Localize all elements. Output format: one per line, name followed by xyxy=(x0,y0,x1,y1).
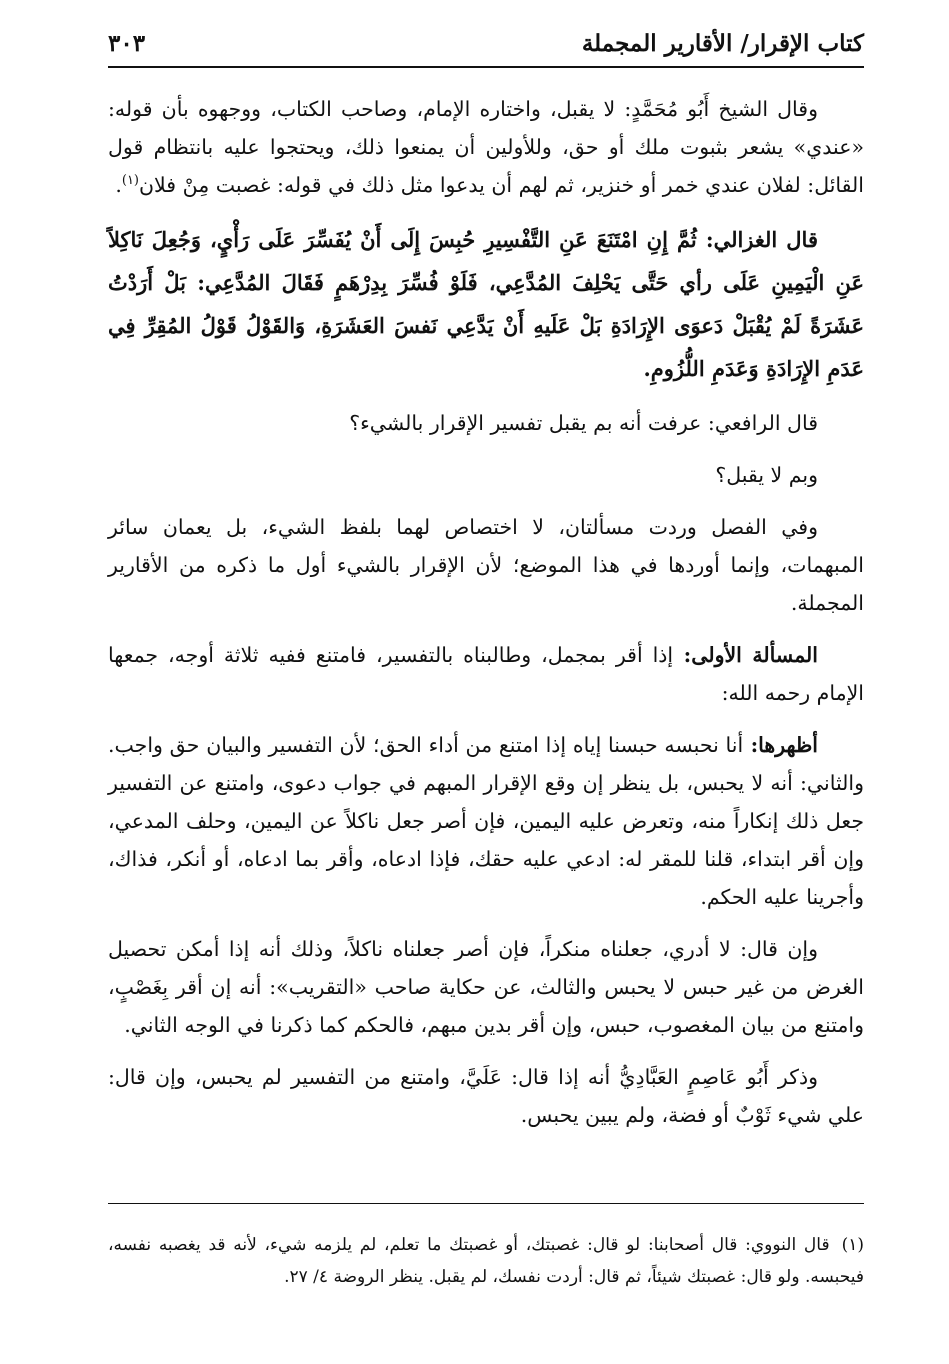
paragraph xyxy=(108,508,864,622)
footnote-number: (١) xyxy=(841,1235,865,1255)
paragraph-end: . xyxy=(115,173,122,197)
paragraph xyxy=(108,404,864,442)
paragraph xyxy=(108,930,864,1044)
paragraph xyxy=(108,636,864,712)
paragraph-text: قال الرافعي: عرفت أنه بم يقبل تفسير الإقرار بالشيء؟ xyxy=(349,411,818,435)
section-term: أظهرها: xyxy=(743,733,818,757)
paragraph-text: وبم لا يقبل؟ xyxy=(715,463,818,487)
paragraph-text: وقال الشيخ أَبُو مُحَمَّدٍ: لا يقبل، واختاره الإمام، وصاحب الكتاب، ووجهوه بأن قوله: «عندي» يشعر بثبوت ملك أو حق، وللأولين أن يمنعوا ذلك، ويحتجوا عليه بانتظام قول القائل: لفلان عندي خمر أو خنزير، ثم لهم أن يدعوا مثل ذلك في قوله: غصبت مِنْ فلان xyxy=(108,97,864,197)
quoted-text-paragraph xyxy=(108,218,864,390)
footnote-reference: (١) xyxy=(121,173,139,189)
paragraph xyxy=(108,1058,864,1134)
section-term: المسألة الأولى: xyxy=(673,643,818,667)
paragraph xyxy=(108,726,864,916)
quote-lead: قال الغزالي: xyxy=(696,227,818,252)
running-head xyxy=(108,28,864,68)
paragraph xyxy=(108,90,864,204)
footnote-text: قال النووي: قال أصحابنا: لو قال: غصبتك، أو غصبتك ما تعلم، لم يلزمه شيء، لأنه قد يغصبه نفسه، فيحبسه. ولو قال: غصبتك شيئاً، ثم قال: أردت نفسك، لم يقبل. ينظر الروضة ٤/ ٢٧. xyxy=(108,1235,864,1287)
paragraph-text: وإن قال: لا أدري، جعلناه منكراً، فإن أصر جعلناه ناكلاً، وذلك أنه إذا أمكن تحصيل الغرض من غير حبس لا يحبس والثالث، عن حكاية صاحب «التقريب»: أنه إن أقر بِغَصْبٍ، وامتنع من بيان المغصوب، حبس، وإن أقر بدين مبهم، فالحكم كما ذكرنا في الوجه الثاني. xyxy=(108,937,864,1037)
quote-text: ثُمَّ إِنِ امْتَنَعَ عَنِ التَّفْسِيرِ حُبِسَ إِلَى أَنْ يُفَسِّرَ عَلَى رَأْيٍ، وَجُعِلَ نَاكِلاً عَنِ الْيَمِينِ عَلَى رأي حَتَّى يَحْلِفَ المُدَّعِي، فَلَوْ فُسِّرَ بِدِرْهَمٍ فَقَالَ المُدَّعِي: بَلْ أَرَدْتُ عَشَرَةً لَمْ يُقْبَلْ دَعوَى الإِرَادَةِ بَلْ عَلَيهِ أَنْ يَدَّعِي نَفسَ العَشَرَةِ، وَالقَوْلُ قَوْلُ المُقِرِّ فِي عَدَمِ الإِرَادَةِ وَعَدَمِ اللُّزُومِ. xyxy=(108,227,864,381)
main-text xyxy=(108,90,864,1134)
book-title: كتاب الإقرار/ الأقارير المجملة xyxy=(581,30,864,57)
paragraph-text: أنا نحبسه حبسنا إياه إذا امتنع من أداء الحق؛ لأن التفسير والبيان حق واجب. والثاني: أنه لا يحبس، بل ينظر إن وقع الإقرار المبهم في جواب دعوى، وامتنع عن التفسير جعل ذلك إنكاراً منه، وتعرض عليه اليمين، فإن أصر جعل ناكلاً عن اليمين، وحلف المدعي، وإن أقر ابتداء، قلنا للمقر له: ادعي عليه حقك، فإذا ادعاه، وأقر بما ادعاه، أو أنكر، فذاك، وأجرينا عليه الحكم. xyxy=(108,733,864,909)
page xyxy=(108,28,864,1148)
paragraph-text: وذكر أَبُو عَاصِمٍ العَبَّادِيُّ أنه إذا قال: عَلَيَّ، وامتنع من التفسير لم يحبس، وإن قال: علي شيء ثَوْبٌ أو فضة، ولم يبين يحبس. xyxy=(108,1065,864,1127)
paragraph xyxy=(108,456,864,494)
paragraph-text: وفي الفصل وردت مسألتان، لا اختصاص لهما بلفظ الشيء، بل يعمان سائر المبهمات، وإنما أوردها في هذا الموضع؛ لأن الإقرار بالشيء أول ما ذكره من الأقارير المجملة. xyxy=(108,515,864,615)
page-number: ٣٠٣ xyxy=(108,30,146,57)
footnote xyxy=(108,1229,864,1293)
paragraph-text: إذا أقر بمجمل، وطالبناه بالتفسير، فامتنع ففيه ثلاثة أوجه، جمعها الإمام رحمه الله: xyxy=(108,643,864,705)
footnotes xyxy=(108,1203,864,1310)
